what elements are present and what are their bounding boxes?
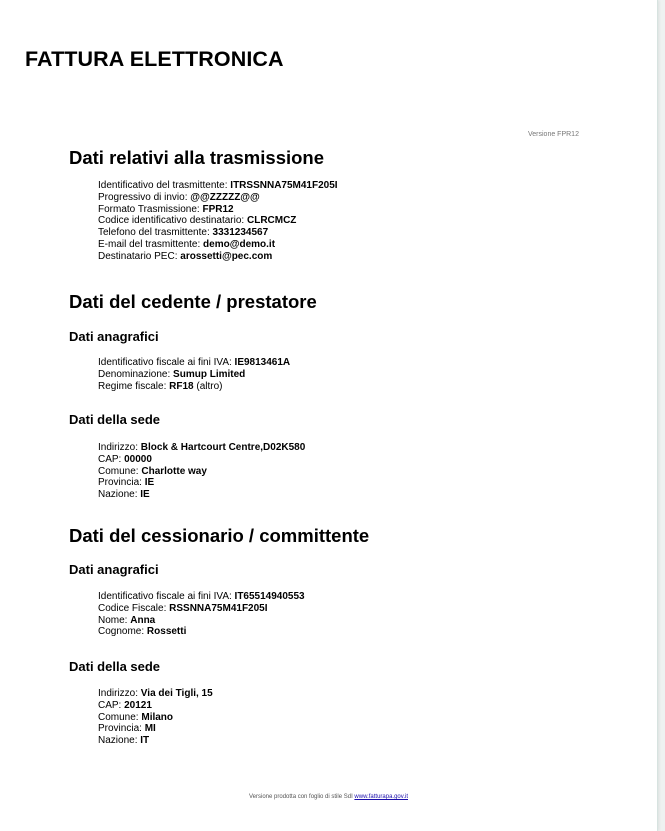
cessionario-sede-fields: [98, 688, 213, 747]
field-label: Comune:: [98, 711, 142, 723]
field-row: [98, 454, 305, 466]
field-row: [98, 204, 338, 216]
field-value: RSSNNA75M41F205I: [169, 602, 268, 614]
field-label: Nome:: [98, 614, 131, 626]
field-row: [98, 712, 213, 724]
field-label: Provincia:: [98, 477, 145, 489]
field-row: [98, 192, 338, 204]
footer-text: Versione prodotta con foglio di stile SdI: [249, 794, 355, 800]
field-label: Nazione:: [98, 735, 141, 747]
field-row: [98, 723, 213, 735]
field-value: CLRCMCZ: [246, 215, 297, 227]
field-row: [98, 466, 305, 478]
field-row: [98, 735, 213, 747]
field-label: Formato Trasmissione:: [98, 203, 203, 215]
field-value: Via dei Tigli, 15: [140, 688, 213, 699]
trasmissione-fields: [98, 180, 338, 263]
section-heading-trasmissione: Dati relativi alla trasmissione: [69, 147, 325, 168]
field-row: [98, 603, 305, 615]
field-value: IE: [144, 477, 155, 489]
field-label: Progressivo di invio:: [98, 191, 191, 203]
field-value: 00000: [124, 453, 152, 465]
field-value: ITRSSNNA75M41F205I: [230, 180, 338, 191]
field-value: demo@demo.it: [203, 238, 276, 250]
footer-link[interactable]: www.fatturapa.gov.it: [354, 794, 408, 800]
field-row: [98, 477, 305, 489]
version-label: Versione FPR12: [528, 131, 579, 138]
cedente-anagrafici-heading: Dati anagrafici: [69, 329, 159, 344]
field-row: [98, 626, 305, 638]
field-value: Milano: [141, 711, 174, 723]
cessionario-anagrafici-heading: Dati anagrafici: [69, 562, 159, 577]
section-heading-cedente: Dati del cedente / prestatore: [69, 291, 317, 312]
field-label: Nazione:: [98, 489, 141, 501]
field-label: Telefono del trasmittente:: [98, 227, 213, 239]
field-value: Block & Hartcourt Centre,D02K580: [140, 442, 306, 453]
field-label: Provincia:: [98, 723, 145, 735]
field-label: E-mail del trasmittente:: [98, 238, 204, 250]
field-value: Sumup Limited: [173, 368, 246, 380]
field-row: [98, 180, 338, 192]
field-value: IE9813461A: [234, 357, 291, 368]
field-row: [98, 615, 305, 627]
field-label: CAP:: [98, 699, 125, 711]
field-value: Rossetti: [146, 626, 187, 638]
field-value: arossetti@pec.com: [180, 250, 273, 262]
field-value: IT: [140, 735, 150, 747]
field-row: [98, 215, 338, 227]
cedente-sede-fields: [98, 442, 305, 501]
field-label: Indirizzo:: [98, 442, 141, 453]
field-label: Identificativo fiscale ai fini IVA:: [98, 357, 235, 368]
field-label: Indirizzo:: [98, 688, 141, 699]
field-row: [98, 688, 213, 700]
field-value: 20121: [124, 699, 152, 711]
field-row: [98, 700, 213, 712]
field-label: Codice identificativo destinatario:: [98, 215, 247, 227]
field-row: [98, 591, 305, 603]
field-label: Comune:: [98, 465, 142, 477]
field-value: 3331234567: [212, 227, 269, 239]
section-heading-cessionario: Dati del cessionario / committente: [69, 525, 370, 546]
field-label: Codice Fiscale:: [98, 602, 170, 614]
field-label: Denominazione:: [98, 368, 174, 380]
field-row: [98, 381, 290, 393]
field-value: MI: [144, 723, 156, 735]
field-value: RF18: [169, 380, 194, 392]
document-title: FATTURA ELETTRONICA: [25, 47, 284, 71]
field-row: [98, 239, 338, 251]
field-row: [98, 369, 290, 381]
field-label: Cognome:: [98, 626, 147, 638]
field-row: [98, 442, 305, 454]
field-label: Regime fiscale:: [98, 380, 170, 392]
field-label: Identificativo fiscale ai fini IVA:: [98, 591, 235, 602]
field-value: @@ZZZZZ@@: [190, 191, 260, 203]
footer: [0, 794, 657, 800]
field-label: CAP:: [98, 453, 125, 465]
cedente-sede-heading: Dati della sede: [69, 412, 161, 427]
field-row: [98, 489, 305, 501]
cessionario-sede-heading: Dati della sede: [69, 659, 161, 674]
field-suffix: (altro): [193, 380, 223, 392]
cedente-anagrafici-fields: [98, 357, 290, 392]
field-row: [98, 251, 338, 263]
field-label: Destinatario PEC:: [98, 250, 181, 262]
field-label: Identificativo del trasmittente:: [98, 180, 231, 191]
field-value: Charlotte way: [141, 465, 207, 477]
field-row: [98, 227, 338, 239]
field-value: IT65514940553: [234, 591, 305, 602]
field-value: IE: [140, 489, 150, 501]
field-value: Anna: [130, 614, 156, 626]
field-value: FPR12: [202, 203, 234, 215]
cessionario-anagrafici-fields: [98, 591, 305, 638]
field-row: [98, 357, 290, 369]
